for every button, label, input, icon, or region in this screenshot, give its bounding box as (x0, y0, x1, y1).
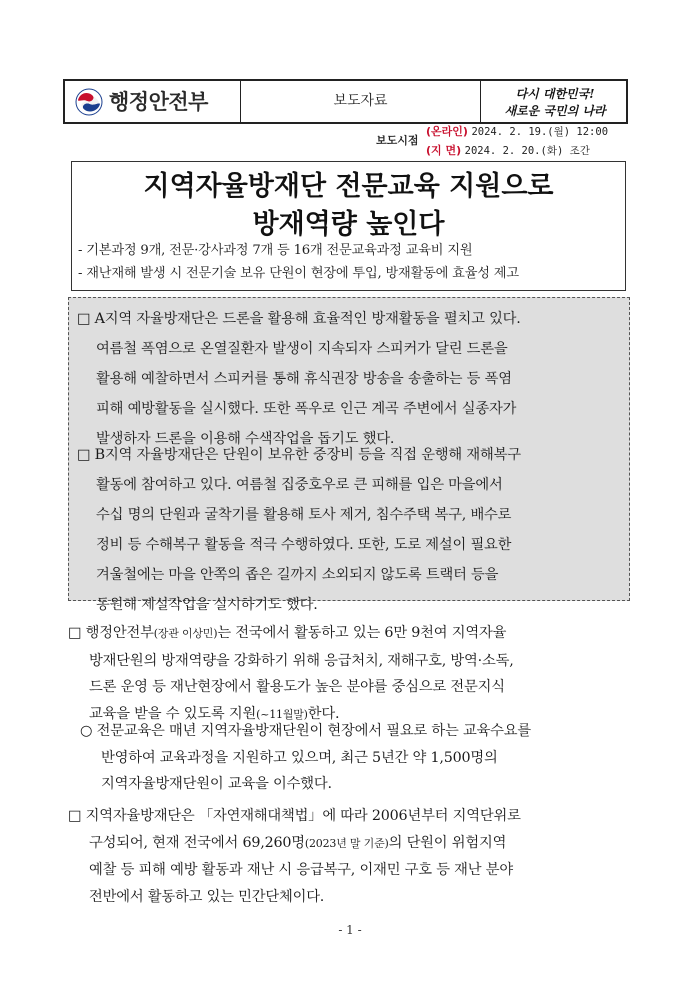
header-divider (480, 81, 481, 122)
text-run: □ 행정안전부 (68, 625, 154, 641)
text-run: 구성되어, 현재 전국에서 69,260명 (89, 834, 305, 851)
headline (72, 168, 625, 244)
text-run: 는 전국에서 활동하고 있는 6만 9천여 지역자율 (217, 625, 507, 641)
headline-line: 지역자율방재단 전문교육 지원으로 (143, 171, 554, 202)
example-paragraph (77, 304, 621, 454)
text-line: □ 지역자율방재단은 「자연재해대책법」에 따라 2006년부터 지역단위로 (68, 808, 521, 824)
release-print-value: 2024. 2. 20.(화) 조간 (464, 145, 590, 157)
text-run: 한다. (307, 705, 340, 722)
body-paragraph (68, 620, 638, 728)
ministry-name: 행정안전부 (109, 90, 208, 114)
text-line: 여름철 폭염으로 온열질환자 발생이 지속되자 스피커가 달린 드론을 (96, 341, 508, 357)
text-line: 지역자율방재단원이 교육을 이수했다. (101, 776, 332, 792)
body-sub-paragraph (80, 718, 640, 798)
text-line: 드론 운영 등 재난현장에서 활용도가 높은 분야를 중심으로 전문지식 (89, 679, 505, 695)
text-run: 의 단원이 위험지역 (388, 834, 507, 851)
document-type-label: 보도자료 (333, 93, 388, 109)
example-box (68, 297, 630, 613)
text-run: 교육을 받을 수 있도록 지원 (89, 705, 257, 722)
release-print-row (426, 142, 590, 160)
text-line: 수십 명의 단원과 굴착기를 활용해 토사 제거, 침수주택 복구, 배수로 (96, 507, 512, 523)
text-run-small: (2023년 말 기준) (304, 836, 389, 850)
text-line: □ A지역 자율방재단은 드론을 활용해 효율적인 방재활동을 펼치고 있다. (77, 311, 521, 327)
release-timing-label: 보도시점 (376, 134, 419, 147)
government-emblem-icon (75, 88, 103, 116)
slogan-line1: 다시 대한민국! (515, 87, 595, 101)
body-paragraph (68, 803, 638, 910)
text-run-small: (장관 이상민) (153, 627, 218, 640)
text-line: 피해 예방활동을 실시했다. 또한 폭우로 인근 계곡 주변에서 실종자가 (96, 401, 517, 417)
slogan-calligraphy (485, 83, 625, 121)
text-line: 반영하여 교육과정을 지원하고 있으며, 최근 5년간 약 1,500명의 (101, 749, 498, 766)
text-line: 정비 등 수해복구 활동을 적극 수행하였다. 또한, 도로 제설이 필요한 (96, 537, 512, 553)
page-number: - 1 - (338, 923, 362, 937)
release-online-value: 2024. 2. 19.(월) 12:00 (471, 126, 609, 138)
text-line: ○ 전문교육은 매년 지역자율방재단원이 현장에서 필요로 하는 교육수요를 (80, 723, 532, 739)
text-line: 겨울철에는 마을 안쪽의 좁은 길까지 소외되지 않도록 트랙터 등을 (96, 567, 499, 583)
text-line (68, 620, 638, 648)
subheadline: - 기본과정 9개, 전문·강사과정 7개 등 16개 전문교육과정 교육비 지원 (78, 243, 473, 258)
text-line: 활동에 참여하고 있다. 여름철 집중호우로 큰 피해를 입은 마을에서 (96, 477, 503, 493)
release-print-tag: (지 면) (426, 144, 462, 157)
text-line: 예찰 등 피해 예방 활동과 재난 시 응급복구, 이재민 구호 등 재난 분야 (89, 862, 513, 878)
ministry-logo (75, 87, 235, 117)
text-line: □ B지역 자율방재단은 단원이 보유한 중장비 등을 직접 운행해 재해복구 (77, 447, 521, 463)
example-paragraph (77, 440, 621, 620)
text-line: 활용해 예찰하면서 스피커를 통해 휴식권장 방송을 송출하는 등 폭염 (96, 371, 512, 387)
text-run-small: (~11월말) (256, 707, 308, 721)
slogan-line2: 새로운 국민의 나라 (504, 104, 606, 118)
text-line: 동원해 제설작업을 실시하기도 했다. (96, 597, 318, 613)
headline-box (71, 161, 626, 291)
release-online-row (426, 123, 608, 141)
subheadline: - 재난재해 발생 시 전문기술 보유 단원이 현장에 투입, 방재활동에 효율성 제고 (78, 266, 519, 281)
release-online-tag: (온라인) (426, 125, 468, 138)
text-line: 발생하자 드론을 이용해 수색작업을 돕기도 했다. (96, 431, 395, 447)
text-line (68, 830, 638, 858)
document-header (63, 79, 628, 124)
headline-line: 방재역량 높인다 (252, 209, 445, 240)
text-line: 전반에서 활동하고 있는 민간단체이다. (89, 888, 325, 905)
text-line: 방재단원의 방재역량을 강화하기 위해 응급처치, 재해구호, 방역·소독, (89, 652, 514, 669)
